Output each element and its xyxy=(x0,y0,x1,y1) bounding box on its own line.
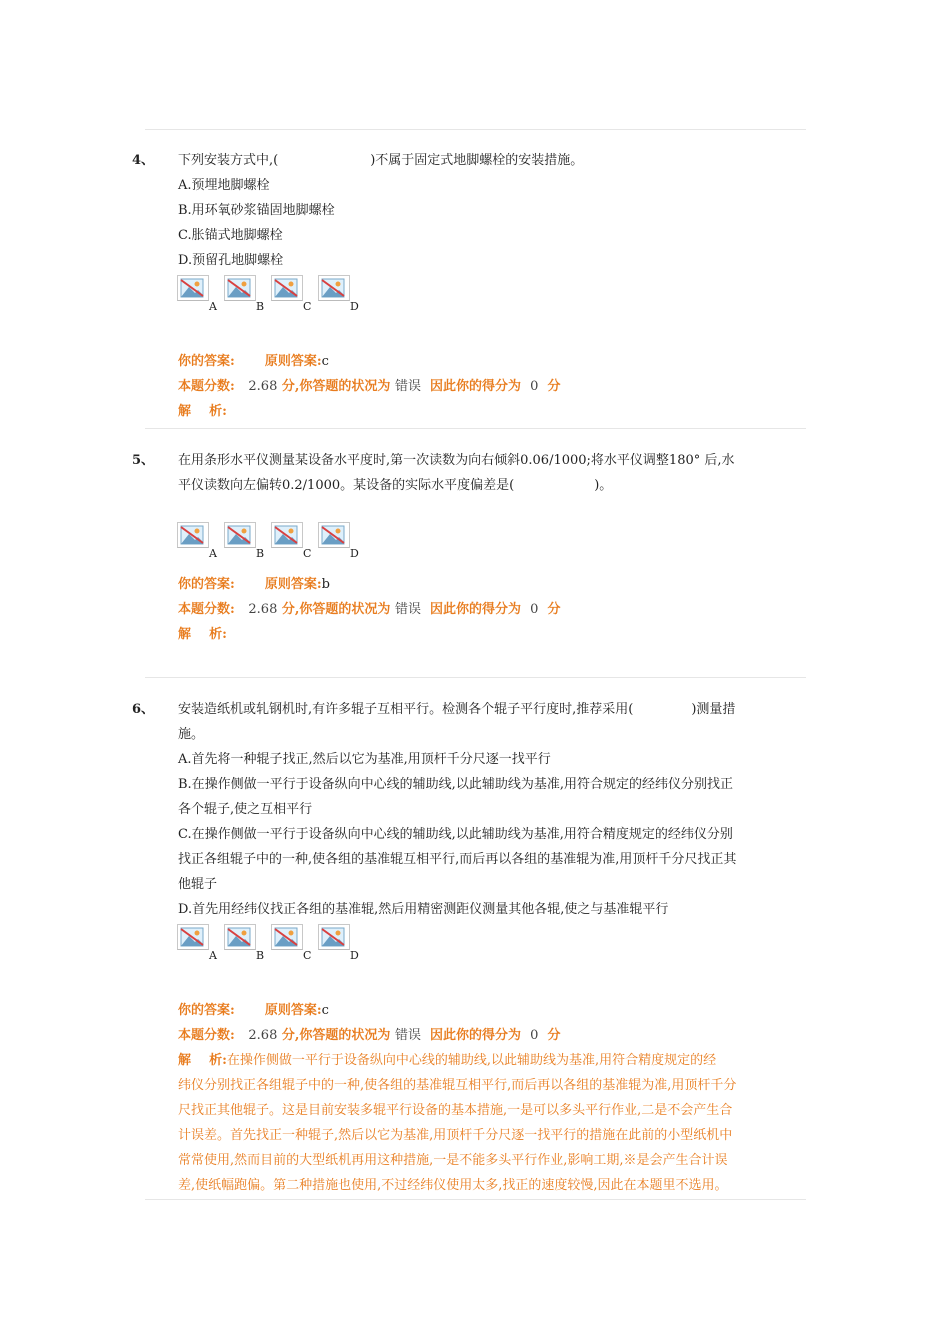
option-c-cont: 找正各组辊子中的一种,使各组的基准辊互相平行,而后再以各组的基准辊为准,用顶杆千分尺找正其 xyxy=(178,852,737,867)
option-c: C.胀锚式地脚螺栓 xyxy=(178,228,283,243)
choice-image-label: B xyxy=(256,300,265,313)
choice-image-label: D xyxy=(350,300,359,313)
option-d: D.首先用经纬仪找正各组的基准辊,然后用精密测距仪测量其他各辊,使之与基准辊平行 xyxy=(178,902,669,917)
broken-image-icon xyxy=(177,522,209,548)
choice-image-c[interactable] xyxy=(271,522,312,560)
question-stem: 6、 安装造纸机或轧钢机时,有许多辊子互相平行。检测各个辊子平行度时,推荐采用( )测量措 施。 xyxy=(155,697,805,747)
score-row: 本题分数: 2.68 分,你答题的状况为 错误 因此你的得分为 0 分 xyxy=(178,379,561,394)
analysis-text: 在操作侧做一平行于设备纵向中心线的辅助线,以此辅助线为基准,用符合精度规定的经 xyxy=(226,1053,717,1068)
choice-image-c[interactable] xyxy=(271,275,312,313)
broken-image-icon xyxy=(271,924,303,950)
broken-image-icon xyxy=(177,924,209,950)
choice-images xyxy=(155,520,805,562)
broken-image-icon xyxy=(271,522,303,548)
result-value: 0 xyxy=(530,602,539,617)
answer-row: 你的答案: 原则答案:c xyxy=(178,1003,329,1018)
score-value: 2.68 xyxy=(248,1028,278,1043)
choice-image-label: C xyxy=(303,547,312,560)
choice-image-a[interactable] xyxy=(177,924,217,962)
choice-image-label: D xyxy=(350,949,359,962)
broken-image-icon xyxy=(318,924,350,950)
choice-image-label: C xyxy=(303,300,312,313)
choice-image-label: C xyxy=(303,949,312,962)
option-b-cont: 各个辊子,使之互相平行 xyxy=(178,802,313,817)
question-6 xyxy=(132,697,805,1198)
question-stem: 5、 在用条形水平仪测量某设备水平度时,第一次读数为向右倾斜0.06/1000;将水平仪调整180° 后,水 平仪读数向左偏转0.2/1000。某设备的实际水平度偏差是( )。 xyxy=(155,448,805,498)
score-row: 本题分数: 2.68 分,你答题的状况为 错误 因此你的得分为 0 分 xyxy=(178,1028,561,1043)
broken-image-icon xyxy=(224,924,256,950)
status-value: 错误 xyxy=(394,602,421,617)
answer-row: 你的答案: 原则答案:c xyxy=(178,354,329,369)
choice-image-label: A xyxy=(209,300,217,313)
divider xyxy=(145,428,806,429)
choice-image-label: B xyxy=(256,547,265,560)
choice-image-label: B xyxy=(256,949,265,962)
choice-image-c[interactable] xyxy=(271,924,312,962)
analysis-text: 纬仪分别找正各组辊子中的一种,使各组的基准辊互相平行,而后再以各组的基准辊为准,用顶杆千分 xyxy=(178,1078,737,1093)
choice-image-a[interactable] xyxy=(177,275,217,313)
option-a: A.首先将一种辊子找正,然后以它为基准,用顶杆千分尺逐一找平行 xyxy=(178,752,551,767)
question-number: 5、 xyxy=(132,453,155,468)
score-value: 2.68 xyxy=(248,379,278,394)
choice-image-d[interactable] xyxy=(318,924,359,962)
option-b: B.用环氧砂浆锚固地脚螺栓 xyxy=(178,203,335,218)
broken-image-icon xyxy=(177,275,209,301)
choice-images xyxy=(155,273,805,315)
option-a: A.预埋地脚螺栓 xyxy=(178,178,270,193)
broken-image-icon xyxy=(318,522,350,548)
choice-images xyxy=(155,922,805,964)
choice-image-d[interactable] xyxy=(318,522,359,560)
score-row: 本题分数: 2.68 分,你答题的状况为 错误 因此你的得分为 0 分 xyxy=(178,602,561,617)
analysis-text: 差,使纸幅跑偏。第二种措施也使用,不过经纬仪使用太多,找正的速度较慢,因此在本题里不选用。 xyxy=(178,1178,728,1193)
choice-image-b[interactable] xyxy=(224,275,265,313)
option-c: C.在操作侧做一平行于设备纵向中心线的辅助线,以此辅助线为基准,用符合精度规定的经纬仪分别 xyxy=(178,827,733,842)
status-value: 错误 xyxy=(394,379,421,394)
broken-image-icon xyxy=(224,275,256,301)
broken-image-icon xyxy=(271,275,303,301)
broken-image-icon xyxy=(318,275,350,301)
choice-image-label: D xyxy=(350,547,359,560)
choice-image-label: A xyxy=(209,547,217,560)
option-d: D.预留孔地脚螺栓 xyxy=(178,253,284,268)
standard-answer: c xyxy=(321,1003,329,1018)
question-number: 6、 xyxy=(132,702,155,717)
result-value: 0 xyxy=(530,1028,539,1043)
question-number: 4、 xyxy=(132,153,155,168)
broken-image-icon xyxy=(224,522,256,548)
choice-image-label: A xyxy=(209,949,217,962)
standard-answer: b xyxy=(321,577,330,592)
divider xyxy=(145,677,806,678)
answer-row: 你的答案: 原则答案:b xyxy=(178,577,330,592)
choice-image-b[interactable] xyxy=(224,522,265,560)
status-value: 错误 xyxy=(394,1028,421,1043)
question-stem: 4、 下列安装方式中,( )不属于固定式地脚螺栓的安装措施。 xyxy=(155,148,805,173)
standard-answer: c xyxy=(321,354,329,369)
score-value: 2.68 xyxy=(248,602,278,617)
analysis: 解 析: xyxy=(178,404,227,419)
choice-image-b[interactable] xyxy=(224,924,265,962)
analysis-text: 常常使用,然而目前的大型纸机再用这种措施,一是不能多头平行作业,影响工期,※是会产生合计误 xyxy=(178,1153,728,1168)
divider xyxy=(145,1199,806,1200)
option-b: B.在操作侧做一平行于设备纵向中心线的辅助线,以此辅助线为基准,用符合规定的经纬仪分别找正 xyxy=(178,777,733,792)
question-4 xyxy=(132,148,805,424)
question-5 xyxy=(132,448,805,647)
analysis: 解 析: xyxy=(178,627,227,642)
choice-image-d[interactable] xyxy=(318,275,359,313)
option-c-cont: 他辊子 xyxy=(178,877,218,892)
options-list xyxy=(155,747,805,922)
analysis-text: 尺找正其他辊子。这是目前安装多辊平行设备的基本措施,一是可以多头平行作业,二是不会产生合 xyxy=(178,1103,733,1118)
choice-image-a[interactable] xyxy=(177,522,217,560)
analysis: 解 析:在操作侧做一平行于设备纵向中心线的辅助线,以此辅助线为基准,用符合精度规定的经 纬仪分别找正各组辊子中的一种,使各组的基准辊互相平行,而后再以各组的基准辊为准,用顶杆千分 尺找正其他辊子。这是目前安装多辊平行设备的基本措施,一是可以多头平行作业,二是不会产生合 计误差。首先找正一种辊子,然后以它为基准,用顶杆千分尺逐一找平行的措施在此前的小型纸机中 常常使用,然而目前的大型纸机再用这种措施,一是不能多头平行作业,影响工期,※是会产生合计误 差,使纸幅跑偏。第二种措施也使用,不过经纬仪使用太多,找正的速度较慢,因此在本题里不选用。 xyxy=(155,1048,805,1198)
options-list xyxy=(155,173,805,273)
divider xyxy=(145,129,806,130)
result-value: 0 xyxy=(530,379,539,394)
analysis-text: 计误差。首先找正一种辊子,然后以它为基准,用顶杆千分尺逐一找平行的措施在此前的小型纸机中 xyxy=(178,1128,733,1143)
